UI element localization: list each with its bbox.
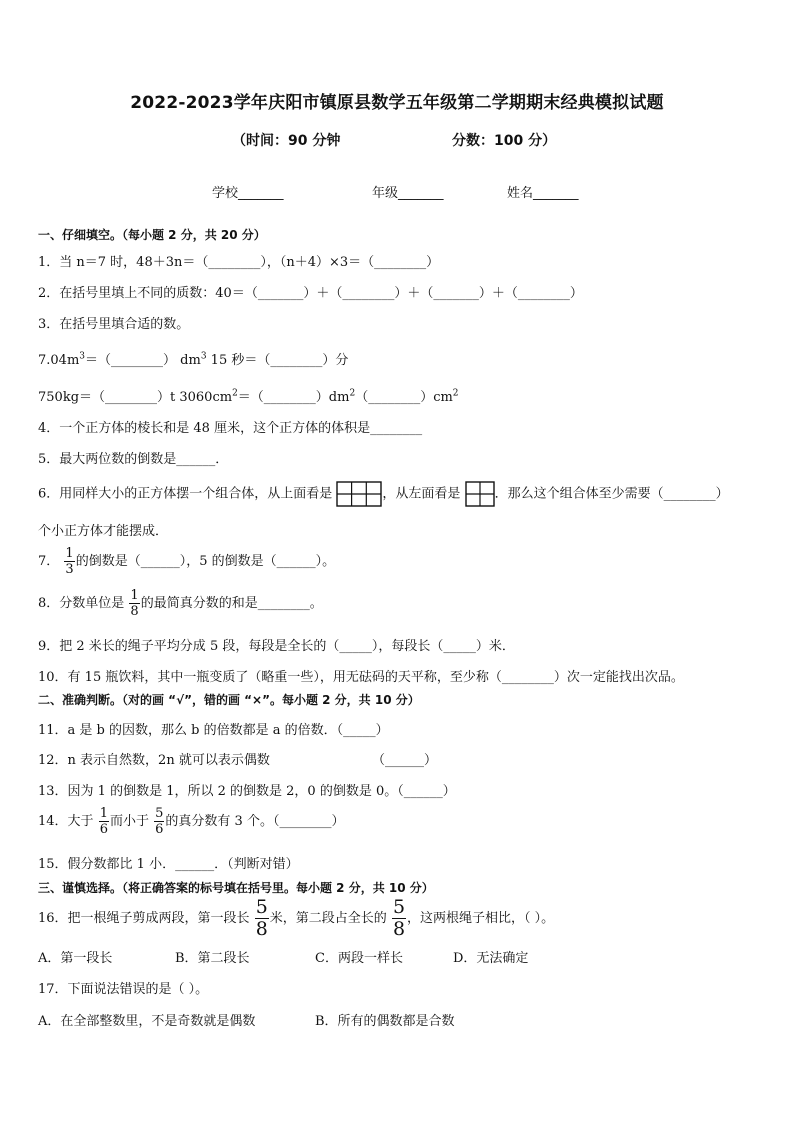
question-6	[38, 481, 729, 507]
numerator: 1	[130, 588, 139, 603]
q16-text-b: 米，第二段占全长的	[269, 911, 387, 926]
name-field[interactable]: 姓名_______	[507, 186, 579, 201]
q3-volume-m3: 7.04m	[38, 353, 80, 368]
school-field[interactable]: 学校_______	[212, 186, 284, 201]
q17-option-a: A．在全部整数里，不是奇数就是偶数	[38, 1014, 256, 1029]
q16-option-d: D．无法确定	[453, 951, 529, 966]
q3-dm3: ＝（________） dm	[85, 353, 201, 368]
question-2: 2．在括号里填上不同的质数：40＝（_______）＋（________）＋（_______）＋（________）	[38, 286, 583, 301]
fraction-5-8	[255, 898, 269, 939]
q7-text: 的倒数是（______），5 的倒数是（______）。	[75, 554, 336, 569]
section-1-heading: 一、仔细填空。（每小题 2 分，共 20 分）	[38, 228, 266, 242]
q3-kg: 750kg＝（________）t 3060cm	[38, 390, 233, 405]
denominator: 6	[99, 822, 108, 837]
fraction-1-3	[64, 547, 74, 576]
q6-text-b: ，从左面看是	[382, 486, 461, 502]
denominator: 8	[392, 918, 406, 940]
q16-option-c: C．两段一样长	[315, 951, 403, 966]
numerator: 1	[99, 806, 108, 821]
question-1: 1．当 n＝7 时，48＋3n＝（________），（n＋4）×3＝（________）	[38, 255, 440, 270]
question-5: 5．最大两位数的倒数是______．	[38, 452, 229, 467]
question-4: 4．一个正方体的棱长和是 48 厘米，这个正方体的体积是________	[38, 421, 423, 436]
question-3: 3．在括号里填合适的数。	[38, 317, 190, 332]
q6-text-c: ．那么这个组合体至少需要（________）	[494, 486, 729, 502]
square-superscript: 2	[452, 388, 459, 399]
denominator: 8	[130, 604, 139, 619]
q6-text-a: 6．用同样大小的正方体摆一个组合体，从上面看是	[38, 486, 333, 502]
q3-seconds: 15 秒＝（________）分	[206, 353, 349, 368]
denominator: 3	[65, 562, 74, 577]
question-17: 17．下面说法错误的是（ ）。	[38, 982, 209, 997]
q16-option-a: A．第一段长	[38, 951, 113, 966]
cube-superscript: 3	[200, 351, 207, 362]
q16-text-c: ，这两根绳子相比，（ ）。	[407, 911, 555, 926]
q14-text-a: 14．大于	[38, 814, 94, 829]
grade-field[interactable]: 年级_______	[372, 186, 444, 201]
question-6-cont: 个小正方体才能摆成．	[38, 524, 169, 539]
question-8	[38, 589, 323, 618]
denominator: 8	[255, 918, 268, 940]
question-10: 10．有 15 瓶饮料，其中一瓶变质了（略重一些），用无砝码的天平称，至少称（________）次一定能找出次品。	[38, 670, 684, 685]
fraction-5-8	[392, 898, 406, 939]
q7-number: 7．	[38, 554, 60, 569]
question-14	[38, 807, 344, 836]
question-3-line-2	[38, 386, 459, 405]
fraction-5-6	[154, 807, 164, 836]
square-superscript: 2	[232, 388, 238, 399]
q3-dm2: ＝（________）dm	[237, 390, 350, 405]
cube-superscript: 3	[79, 351, 86, 362]
fraction-1-6	[99, 807, 109, 836]
q17-option-b: B．所有的偶数都是合数	[315, 1014, 455, 1029]
question-12: 12．n 表示自然数，2n 就可以表示偶数	[38, 753, 270, 768]
question-13: 13．因为 1 的倒数是 1，所以 2 的倒数是 2，0 的倒数是 0。（______）	[38, 784, 456, 799]
q3-cm2: （________）cm	[355, 390, 453, 405]
top-view-grid-icon	[336, 481, 382, 507]
q16-option-b: B．第二段长	[175, 951, 250, 966]
q16-text-a: 16．把一根绳子剪成两段，第一段长	[38, 911, 250, 926]
fraction-1-8	[129, 589, 139, 618]
question-9: 9．把 2 米长的绳子平均分成 5 段，每段是全长的（_____），每段长（_____）米．	[38, 639, 515, 654]
page-title: 2022-2023学年庆阳市镇原县数学五年级第二学期期末经典模拟试题	[130, 93, 664, 113]
left-view-grid-icon	[465, 481, 495, 507]
q8-text-b: 的最简真分数的和是________。	[140, 596, 323, 611]
question-11: 11．a 是 b 的因数，那么 b 的倍数都是 a 的倍数．（_____）	[38, 723, 389, 738]
numerator: 5	[155, 806, 164, 821]
section-3-heading: 三、谨慎选择。（将正确答案的标号填在括号里。每小题 2 分，共 10 分）	[38, 881, 434, 895]
section-2-heading: 二、准确判断。（对的画 “√”，错的画 “×”。每小题 2 分，共 10 分）	[38, 693, 420, 707]
q14-text-b: 而小于	[109, 814, 149, 829]
exam-score: 分数：100 分）	[452, 133, 557, 149]
question-15: 15．假分数都比 1 小．______．（判断对错）	[38, 857, 299, 872]
exam-time: （时间：90 分钟	[232, 133, 341, 149]
question-16	[38, 898, 554, 939]
q14-text-c: 的真分数有 3 个。（________）	[165, 814, 345, 829]
numerator: 5	[392, 896, 406, 918]
numerator: 1	[65, 546, 74, 561]
question-7	[38, 547, 335, 576]
numerator: 5	[255, 896, 268, 918]
q8-text-a: 8．分数单位是	[38, 596, 125, 611]
denominator: 6	[155, 822, 164, 837]
question-12-answer: （______）	[372, 753, 438, 768]
question-3-line-1	[38, 349, 348, 368]
square-superscript: 2	[349, 388, 356, 399]
